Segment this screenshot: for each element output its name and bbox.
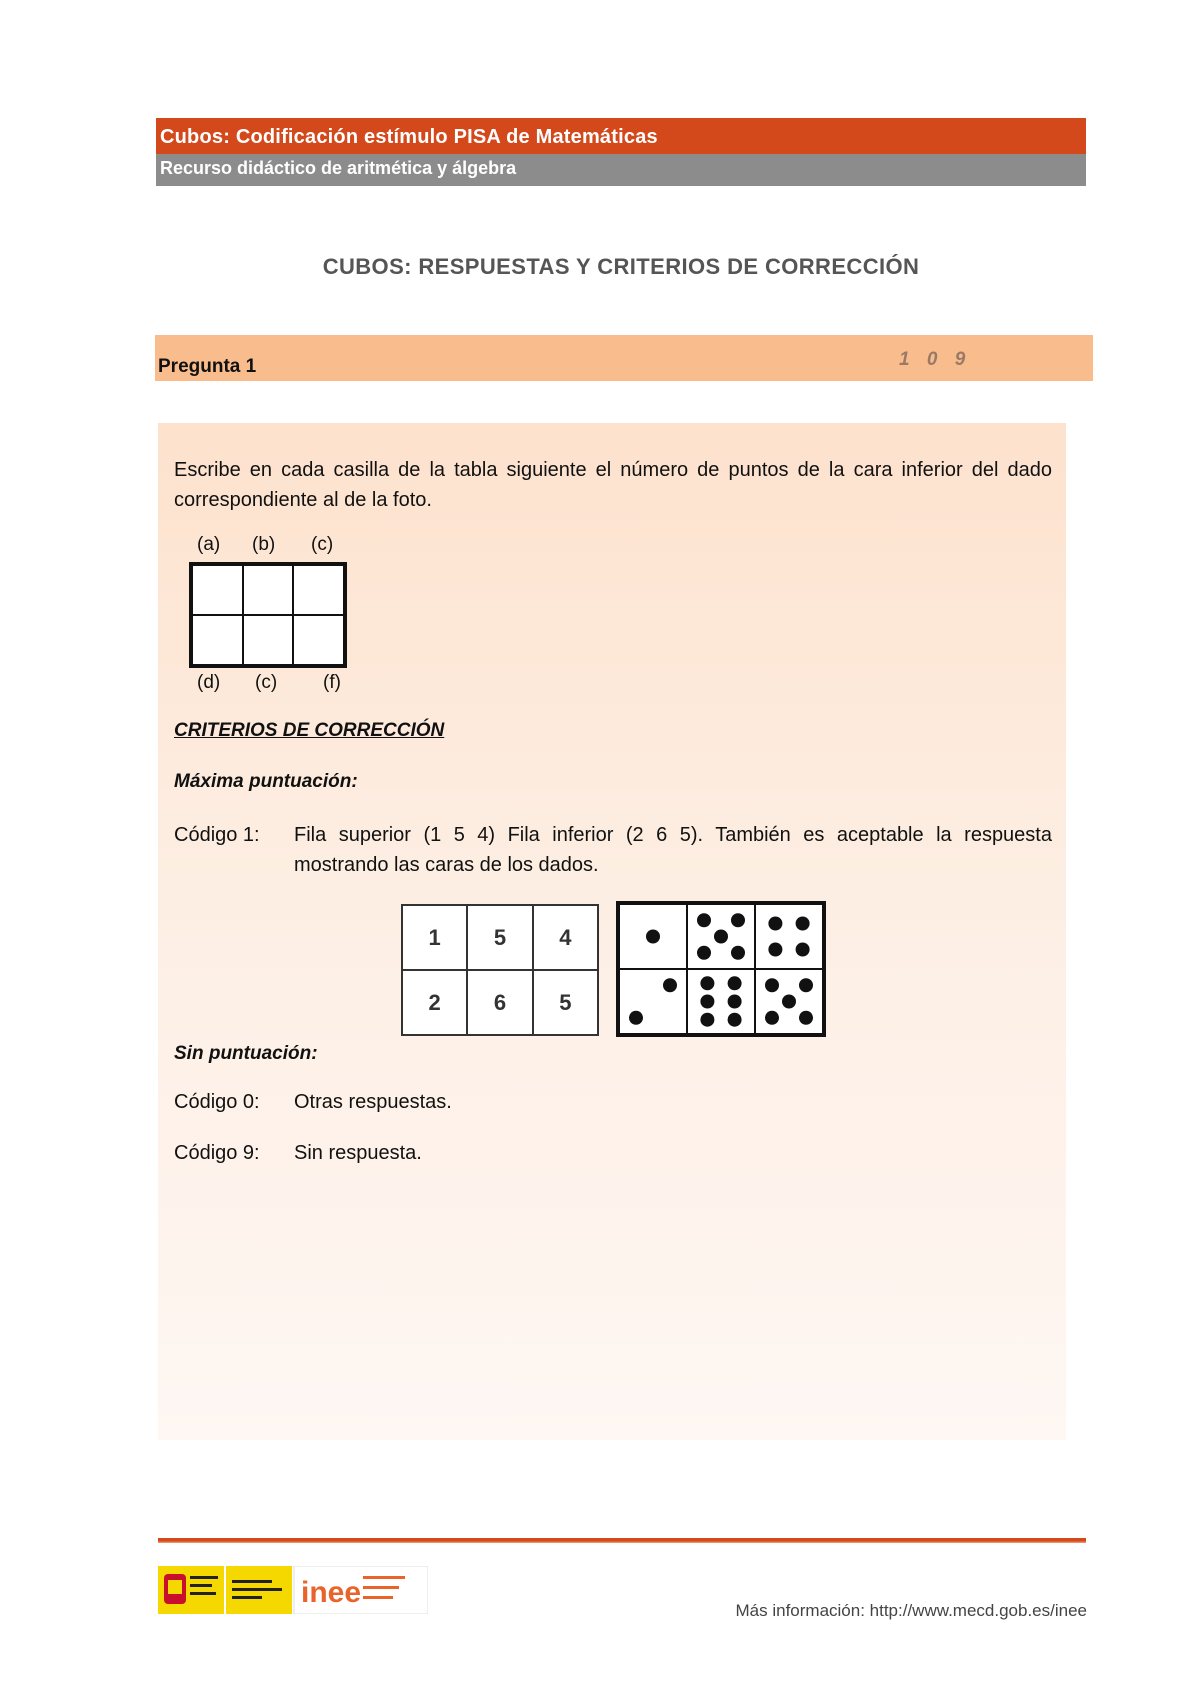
die-pip	[728, 976, 742, 990]
header-title-bar	[156, 118, 1086, 154]
table-label-f: (f)	[323, 672, 341, 693]
die-pip	[731, 946, 745, 960]
table-cell	[243, 565, 294, 615]
die-face	[619, 969, 687, 1034]
answer-number-table	[401, 904, 599, 1036]
answer-cell: 1	[402, 905, 467, 970]
die-pip	[728, 995, 742, 1009]
die-face	[755, 904, 823, 969]
code0-text: Otras respuestas.	[294, 1091, 452, 1113]
code1-label: Código 1:	[174, 824, 260, 846]
die-pip	[629, 1011, 643, 1025]
header-title: Cubos: Codificación estímulo PISA de Matemáticas	[160, 126, 658, 148]
question-band	[155, 335, 1093, 381]
die-face	[687, 969, 755, 1034]
die-pip	[796, 943, 810, 957]
die-pip	[700, 976, 714, 990]
answer-cell: 5	[533, 970, 598, 1035]
die-pip	[731, 913, 745, 927]
question-code: 1 0 9	[899, 349, 972, 370]
more-info-link[interactable]: Más información: http://www.mecd.gob.es/inee	[735, 1601, 1087, 1620]
question-intro-text: Escribe en cada casilla de la tabla siguiente el número de puntos de la cara inferior del dado correspondiente al de la foto.	[174, 459, 1052, 511]
die-pip	[765, 1011, 779, 1025]
die-pip	[728, 1013, 742, 1027]
empty-answer-table	[189, 562, 347, 668]
ministry-logo	[158, 1566, 224, 1614]
table-cell	[293, 615, 344, 665]
table-label-c-bottom: (c)	[255, 672, 278, 693]
ministry-name-block	[226, 1566, 292, 1614]
table-label-b: (b)	[252, 534, 276, 555]
code1-text: Fila superior (1 5 4) Fila inferior (2 6 5). También es aceptable la respuesta mostrando las caras de los dados.	[294, 824, 1052, 876]
die-pip	[663, 978, 677, 992]
die-pip	[799, 1011, 813, 1025]
die-pip	[700, 995, 714, 1009]
table-cell	[243, 615, 294, 665]
answer-cell: 6	[467, 970, 532, 1035]
table-label-d: (d)	[197, 672, 221, 693]
code0-label: Código 0:	[174, 1091, 260, 1113]
no-score-title: Sin puntuación:	[174, 1043, 318, 1064]
answer-cell: 4	[533, 905, 598, 970]
die-pip	[782, 995, 796, 1009]
code9-label: Código 9:	[174, 1142, 260, 1164]
criteria-title: CRITERIOS DE CORRECCIÓN	[174, 720, 445, 741]
inee-logo	[294, 1566, 428, 1614]
header-subtitle: Recurso didáctico de aritmética y álgebra	[160, 158, 517, 178]
die-pip	[700, 1013, 714, 1027]
die-pip	[768, 943, 782, 957]
die-pip	[799, 978, 813, 992]
die-pip	[697, 913, 711, 927]
table-cell	[192, 565, 243, 615]
table-label-c-top: (c)	[311, 534, 334, 555]
answer-cell: 5	[467, 905, 532, 970]
page-title: CUBOS: RESPUESTAS Y CRITERIOS DE CORRECCIÓN	[322, 254, 920, 279]
die-pip	[765, 978, 779, 992]
table-cell	[192, 615, 243, 665]
table-cell	[293, 565, 344, 615]
answer-cell: 2	[402, 970, 467, 1035]
die-pip	[796, 917, 810, 931]
die-pip	[714, 930, 728, 944]
die-pip	[768, 917, 782, 931]
die-pip	[646, 930, 660, 944]
code9-text: Sin respuesta.	[294, 1142, 422, 1164]
dice-faces-table	[616, 901, 826, 1037]
footer-rule	[158, 1538, 1086, 1543]
header-subtitle-bar	[156, 154, 1086, 186]
max-score-title: Máxima puntuación:	[174, 771, 358, 792]
die-pip	[697, 946, 711, 960]
table-label-a: (a)	[197, 534, 221, 555]
inee-logo-text: inee	[301, 1576, 362, 1609]
question-label: Pregunta 1	[158, 356, 257, 377]
institution-logos	[158, 1566, 428, 1614]
